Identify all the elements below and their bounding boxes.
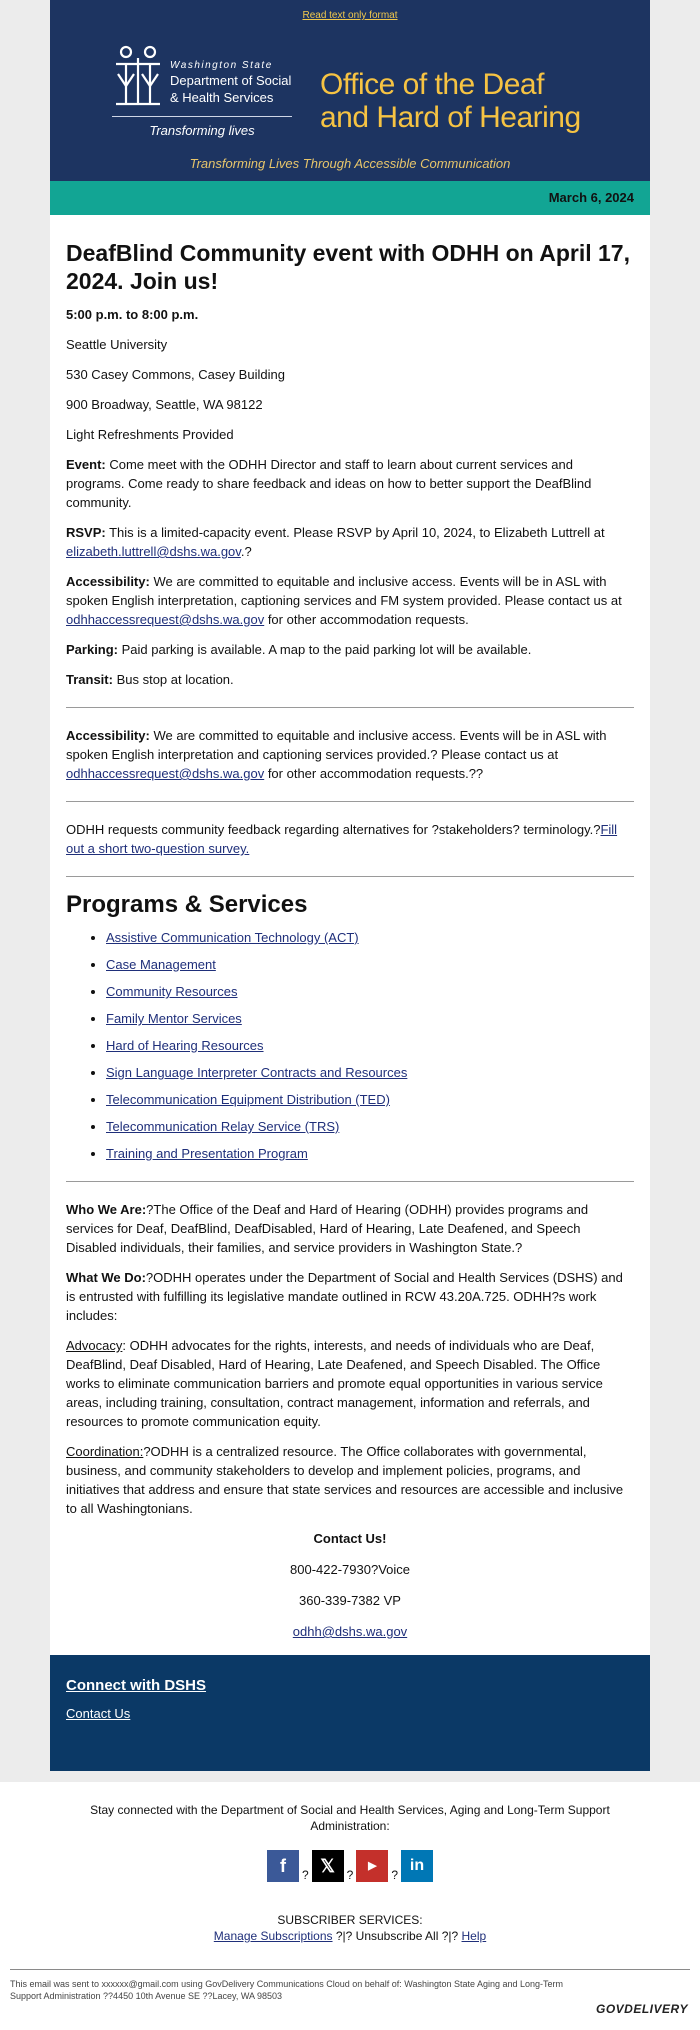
list-item <box>106 1009 634 1028</box>
general-access-text: We are committed to equitable and inclusive access. Events will be in ASL with spoken English interpretation and captioning services provided.? Please contact us at <box>66 728 607 762</box>
transit-label: Transit: <box>66 672 113 687</box>
program-link-community-resources[interactable]: Community Resources <box>106 984 238 999</box>
advocacy <box>66 1336 634 1431</box>
dept-line-1: Department of Social <box>170 73 292 88</box>
header-banner <box>50 0 650 181</box>
list-item <box>106 955 634 974</box>
date-bar <box>50 181 650 215</box>
state-label: Washington State <box>170 60 273 71</box>
contact-title-text: Contact Us! <box>313 1531 387 1546</box>
list-item <box>106 1063 634 1082</box>
advocacy-text: : ODHH advocates for the rights, interests, and needs of individuals who are Deaf, DeafBlind, Deaf Disabled, Hard of Hearing, Late Deafened, and Speech Disabled. The Office works to eliminate communication barriers and promote equal opportunities in various service areas, including training, consultation, contract management, information and referrals, and resources to promote communication equity. <box>66 1338 603 1429</box>
issue-date: March 6, 2024 <box>548 190 634 205</box>
subscriber-links <box>0 1928 700 1944</box>
contact-email <box>66 1622 634 1641</box>
program-link-hard-of-hearing[interactable]: Hard of Hearing Resources <box>106 1038 264 1053</box>
coordination-label: Coordination: <box>66 1444 144 1459</box>
newsletter <box>50 0 650 1771</box>
event-description <box>66 455 634 512</box>
unsubscribe-text: ?|? Unsubscribe All ?|? <box>332 1929 462 1943</box>
event-refreshments: Light Refreshments Provided <box>66 427 234 442</box>
event-access-text: We are committed to equitable and inclusive access. Events will be in ASL with spoken English interpretation, captioning services and FM system provided. Please contact us at <box>66 574 622 608</box>
transit-text: Bus stop at location. <box>112 672 234 687</box>
social-separator: ? <box>346 1868 354 1882</box>
govdelivery-logo: GOVDELIVERY <box>596 2002 688 2016</box>
event-access-email-link[interactable]: odhhaccessrequest@dshs.wa.gov <box>66 612 265 627</box>
programs-list <box>66 928 634 1163</box>
contact-email-link[interactable]: odhh@dshs.wa.gov <box>292 1624 408 1639</box>
divider-2 <box>66 801 634 802</box>
program-link-ted[interactable]: Telecommunication Equipment Distribution (TED) <box>106 1092 390 1107</box>
subscriber-services <box>0 1912 700 1944</box>
program-link-act[interactable]: Assistive Communication Technology (ACT) <box>106 930 359 945</box>
dshs-logo-text <box>170 60 291 105</box>
social-separator: ? <box>391 1868 399 1882</box>
footer-connect <box>50 1655 650 1771</box>
programs-title: Programs & Services <box>66 891 308 918</box>
main-content <box>50 215 650 1641</box>
dept-line-2: & Health Services <box>170 90 274 105</box>
program-link-training[interactable]: Training and Presentation Program <box>106 1146 308 1161</box>
divider-4 <box>66 1181 634 1182</box>
program-link-case-management[interactable]: Case Management <box>106 957 216 972</box>
office-title-line-2: and Hard of Hearing <box>320 101 581 134</box>
program-link-interpreter-contracts[interactable]: Sign Language Interpreter Contracts and Resources <box>106 1065 408 1080</box>
event-building: 530 Casey Commons, Casey Building <box>66 367 285 382</box>
footer-contact-link[interactable]: Contact Us <box>66 1706 131 1721</box>
event-access-tail: for other accommodation requests. <box>264 612 469 627</box>
survey-link[interactable]: Fill out a short two-question survey. <box>66 822 618 856</box>
social-separator: ? <box>301 1868 309 1882</box>
event-accessibility <box>66 572 634 629</box>
list-item <box>106 928 634 947</box>
transforming-lives: Transforming lives <box>149 123 255 138</box>
survey-request <box>66 820 634 858</box>
who-label: Who We Are: <box>66 1202 147 1217</box>
event-venue: Seattle University <box>66 337 168 352</box>
contact-voice: 800-422-7930?Voice <box>290 1562 410 1577</box>
general-accessibility <box>66 726 634 783</box>
who-text: ?The Office of the Deaf and Hard of Hearing (ODHH) provides programs and services for Deaf, DeafBlind, DeafDisabled, Hard of Hearing, Late Deafened, and Speech Disabled individuals, their families, and service providers in Washington State.? <box>66 1202 589 1255</box>
event-title: DeafBlind Community event with ODHH on April 17, 2024. Join us! <box>66 240 630 294</box>
list-item <box>106 1090 634 1109</box>
parking <box>66 640 634 659</box>
general-access-label: Accessibility: <box>66 728 150 743</box>
general-access-email-link[interactable]: odhhaccessrequest@dshs.wa.gov <box>66 766 265 781</box>
list-item <box>106 1036 634 1055</box>
contact-title <box>66 1529 634 1548</box>
event-time-text: 5:00 p.m. to 8:00 p.m. <box>66 307 199 322</box>
youtube-icon[interactable]: ▶ <box>356 1850 388 1882</box>
manage-subscriptions-link[interactable]: Manage Subscriptions <box>213 1929 333 1943</box>
event-label: Event: <box>66 457 106 472</box>
footer-divider <box>10 1969 690 1970</box>
parking-label: Parking: <box>66 642 119 657</box>
connect-dshs-link[interactable]: Connect with DSHS <box>66 1677 207 1694</box>
text-only-link[interactable]: Read text only format <box>302 10 398 21</box>
social-icons <box>0 1850 700 1882</box>
who-we-are <box>66 1200 634 1257</box>
parking-text: Paid parking is available. A map to the paid parking lot will be available. <box>118 642 532 657</box>
office-title-line-1: Office of the Deaf <box>320 68 544 101</box>
event-address: 900 Broadway, Seattle, WA 98122 <box>66 397 263 412</box>
list-item <box>106 1144 634 1163</box>
program-link-family-mentor[interactable]: Family Mentor Services <box>106 1011 242 1026</box>
survey-text: ODHH requests community feedback regarding alternatives for ?stakeholders? terminology.? <box>66 822 601 837</box>
linkedin-icon[interactable]: in <box>401 1850 433 1882</box>
subscriber-area <box>0 1782 700 2030</box>
divider-3 <box>66 876 634 877</box>
sent-to-notice: This email was sent to xxxxxx@gmail.com using GovDelivery Communications Cloud on behalf of: Washington State Aging and Long-Term Support Administration ??4450 10th Avenue SE ??Lacey, WA 98503 <box>10 1979 564 2001</box>
stay-connected-text: Stay connected with the Department of Social and Health Services, Aging and Long-Term Support Administration: <box>90 1803 610 1833</box>
event-description-text: Come meet with the ODHH Director and staff to learn about current services and programs. Come ready to share feedback and ideas on how to better support the DeafBlind community. <box>66 457 592 510</box>
list-item <box>106 1117 634 1136</box>
list-item <box>106 982 634 1001</box>
logo-divider <box>112 116 292 117</box>
contact-block <box>66 1529 634 1641</box>
divider-1 <box>66 707 634 708</box>
what-we-do <box>66 1268 634 1325</box>
rsvp-tail: .? <box>240 544 252 559</box>
what-label: What We Do: <box>66 1270 146 1285</box>
coordination-text: ?ODHH is a centralized resource. The Office collaborates with governmental, business, and community stakeholders to develop and implement policies, programs, and initiatives that address and ensure that state services and resources are accessible and inclusive to all Washingtonians. <box>66 1444 624 1516</box>
event-time <box>66 305 634 324</box>
program-link-trs[interactable]: Telecommunication Relay Service (TRS) <box>106 1119 340 1134</box>
office-title <box>320 68 581 134</box>
rsvp-text: This is a limited-capacity event. Please RSVP by April 10, 2024, to Elizabeth Luttrell at <box>105 525 605 540</box>
general-access-tail: for other accommodation requests.?? <box>264 766 484 781</box>
event-access-label: Accessibility: <box>66 574 150 589</box>
contact-vp: 360-339-7382 VP <box>299 1593 401 1608</box>
facebook-icon[interactable]: f <box>267 1850 299 1882</box>
x-icon[interactable]: 𝕏 <box>312 1850 344 1882</box>
rsvp <box>66 523 634 561</box>
dshs-seal-icon <box>112 44 164 110</box>
advocacy-label: Advocacy <box>66 1338 123 1353</box>
rsvp-label: RSVP: <box>66 525 106 540</box>
help-link[interactable]: Help <box>461 1929 487 1943</box>
coordination <box>66 1442 634 1518</box>
subscriber-services-title: SUBSCRIBER SERVICES: <box>277 1913 423 1927</box>
what-text: ?ODHH operates under the Department of Social and Health Services (DSHS) and is entrusted with fulfilling its legislative mandate outlined in RCW 43.20A.725. ODHH?s work includes: <box>66 1270 623 1323</box>
tagline: Transforming Lives Through Accessible Communication <box>189 156 511 171</box>
transit <box>66 670 634 689</box>
rsvp-email-link[interactable]: elizabeth.luttrell@dshs.wa.gov <box>66 544 241 559</box>
